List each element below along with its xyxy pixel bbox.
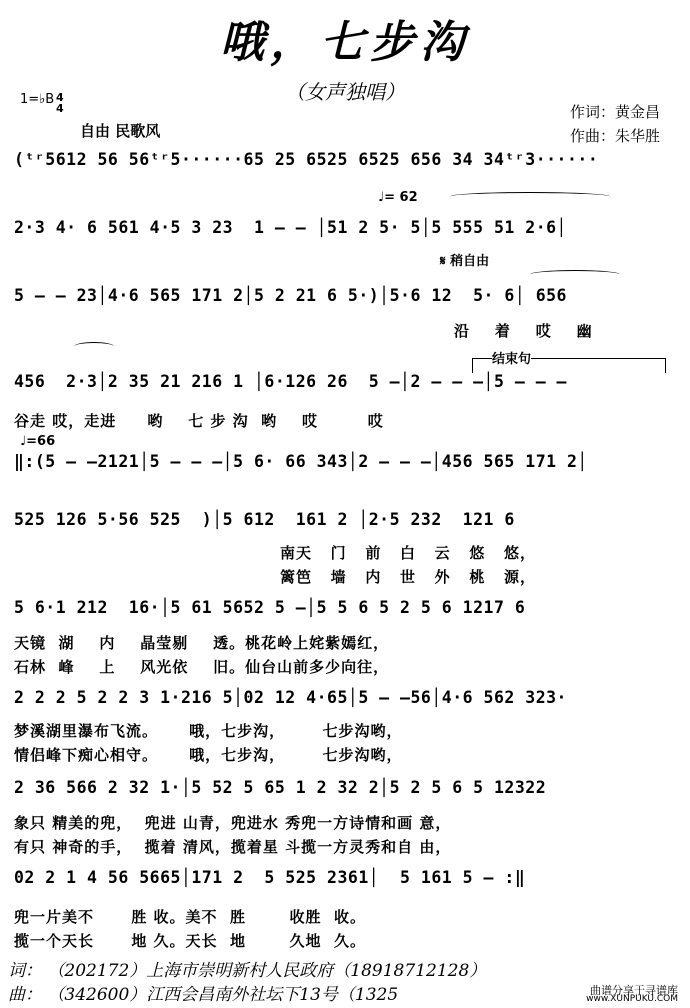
slur-mark [530,270,620,279]
song-subtitle: （女声独唱） [285,80,405,104]
notation-line: 02 2 1 4 56 5665│171 2 5 525 2361│ 5 161 5 — :‖ [14,868,526,887]
time-signature-bottom: 4 [56,102,64,115]
rubato-mark: 𝄋 稍自由 [440,254,490,269]
composer-address: 曲： （342600）江西会昌南外社坛下13号（1325 [8,985,399,1005]
tempo-mark-62: ♩= 62 [378,190,418,205]
key-signature: 1=♭B [20,92,55,107]
tempo-mark-66: ♩=66 [20,434,56,449]
lyric-line: 梦溪湖里瀑布飞流。 哦，七步沟， 七步沟哟， [14,722,403,740]
lyric-line: 象只 精美的兜， 兜进 山青，兜进水 秀兜一方诗情和画 意， [14,814,452,832]
watermark-url: www.XUNPUKU.COM [586,994,678,1004]
lyric-line: 石林 峰 上 风光依 旧。仙台山前多少向往， [14,658,390,676]
notation-line: 456 2·3│2 35 21 216 1 │6·126 26 5 —│2 — — —│5 — — — [14,372,567,391]
lyric-line: 沿 着 哎 幽 [454,322,593,340]
time-signature-top: 4 [56,91,64,104]
lyricist-address: 词： （202172）上海市崇明新村人民政府（18918712128） [8,961,487,981]
watermark-text: 曲谱分享于寻谱库 [590,984,678,997]
lyric-line: 有只 神奇的手， 揽着 清风，揽着星 斗揽一方灵秀和自 由， [14,838,452,856]
notation-line: 2 2 2 5 2 2 3 1·216 5│02 12 4·65│5 — —56│4·6 562 323· [14,688,567,707]
song-title: 哦，七步沟 [220,17,470,68]
lyric-line: 兜一片美不 胜 收。美不 胜 收胜 收。 [14,908,367,926]
notation-line: 5 6·1 212 16·│5 61 5652 5 —│5 5 6 5 2 5 6 1217 6 [14,598,526,617]
lyric-line: 天镜 湖 内 晶莹剔 透。桃花岭上姹紫嫣红， [14,634,390,652]
slur-mark [74,342,114,351]
lyric-line: 情侣峰下痴心相守。 哦，七步沟， 七步沟哟， [14,746,403,764]
composer: 作曲：朱华胜 [570,127,661,145]
notation-line: 2 36 566 2 32 1·│5 52 5 65 1 2 32 2│5 2 5 6 5 12322 [14,778,547,797]
notation-line: 525 126 5·56 525 )│5 612 161 2 │2·5 232 121 6 [14,510,515,529]
time-signature [56,92,64,114]
slur-mark [450,192,610,201]
ending-label: 结束句 [492,348,531,367]
lyric-line: 揽一个天长 地 久。天长 地 久地 久。 [14,932,367,950]
tempo-text: 自由 民歌风 [80,122,161,140]
lyric-line: 谷走 哎，走进 哟 七 步 沟 哟 哎 哎 [14,412,384,430]
lyric-line: 南天 门 前 白 云 悠 悠， [280,544,536,562]
notation-line: ‖:(5 — —2121│5 — — —│5 6· 66 343│2 — — —│456 565 171 2│ [14,452,588,471]
notation-line: 2·3 4· 6 561 4·5 3 23 1 — — │51 2 5· 5│5 555 51 2·6│ [14,218,567,237]
lyricist: 作词：黄金昌 [570,103,661,121]
notation-line: (ᵗʳ5612 56 56ᵗʳ5······65 25 6525 6525 656 34 34ᵗʳ3······ [14,150,599,169]
credits [570,100,660,148]
notation-line: 5 — — 23│4·6 565 171 2│5 2 21 6 5·)│5·6 12 5· 6│ 656 [14,286,567,305]
lyric-line: 篱笆 墙 内 世 外 桃 源， [280,568,536,586]
